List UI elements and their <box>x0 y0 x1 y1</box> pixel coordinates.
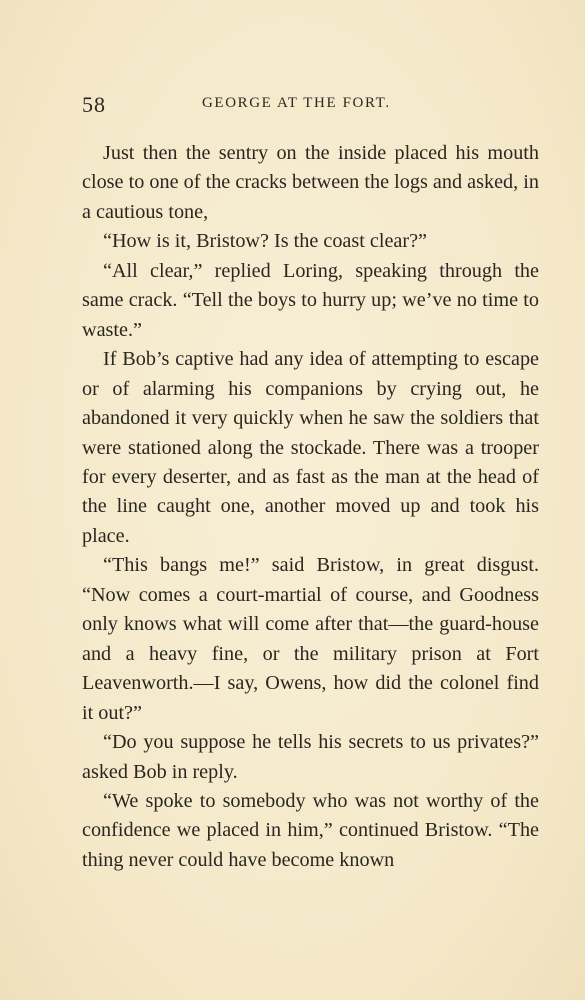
paragraph: “Do you suppose he tells his secrets to us privates?” asked Bob in reply. <box>82 731 539 783</box>
page-header <box>82 92 542 122</box>
paragraph: If Bob’s captive had any idea of attempting to escape or of alarming his companions by crying out, he abandoned it very quickly when he saw the soldiers that were stationed along the stockade. There was a trooper for every deserter, and as fast as the man at the head of the line caught one, another moved up and took his place. <box>82 348 539 547</box>
running-title: GEORGE AT THE FORT. <box>202 95 391 111</box>
paragraph: “This bangs me!” said Bristow, in great disgust. “Now comes a court-martial of course, and Goodness only knows what will come after that—the guard-house and a heavy fine, or the military prison at Fort Leavenworth.—I say, Owens, how did the colonel find it out?” <box>82 554 539 724</box>
paragraph: “We spoke to somebody who was not worthy of the confidence we placed in him,” continued Bristow. “The thing never could have become known <box>82 789 539 871</box>
paragraph: “All clear,” replied Loring, speaking through the same crack. “Tell the boys to hurry up; we’ve no time to waste.” <box>82 259 539 341</box>
body-text <box>82 139 539 875</box>
page-number: 58 <box>82 92 106 117</box>
paragraph: Just then the sentry on the inside placed his mouth close to one of the cracks between the logs and asked, in a cautious tone, <box>82 142 539 223</box>
paragraph: “How is it, Bristow? Is the coast clear?” <box>103 230 428 253</box>
